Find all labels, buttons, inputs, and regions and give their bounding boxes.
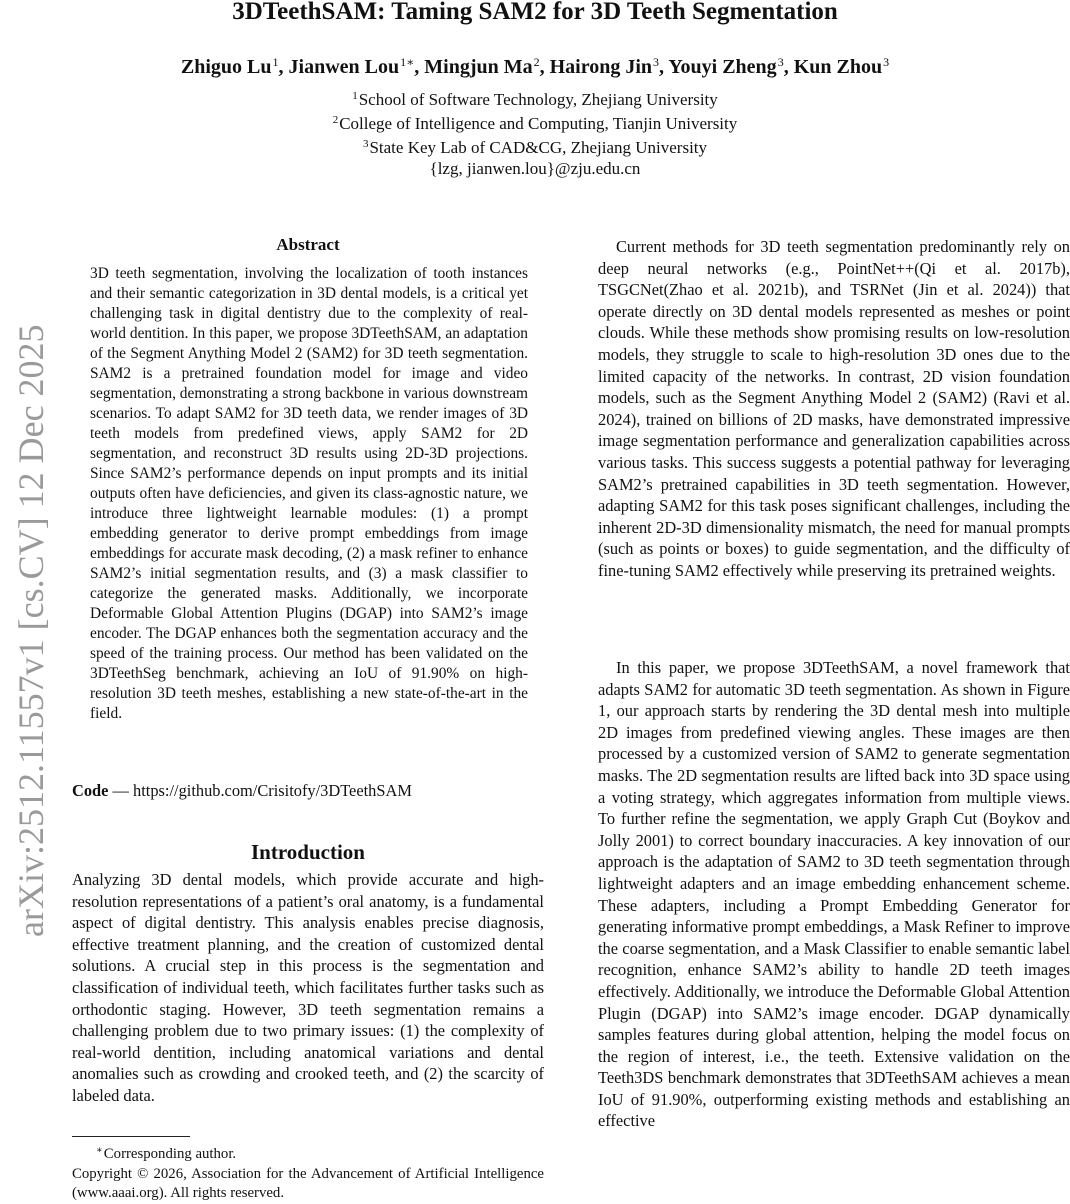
code-label: Code [72, 781, 109, 800]
affiliation: $^2$College of Intelligence and Computing, Tianjin University [332, 114, 738, 133]
corresponding-author-note: ∗Corresponding author. [96, 1145, 237, 1162]
affiliation: $^3$State Key Lab of CAD&CG, Zhejiang University [362, 138, 708, 157]
code-link-line [72, 780, 544, 802]
introduction-paragraph: Analyzing 3D dental models, which provide accurate and high-resolution representations of a patient’s oral anatomy, is a fundamental aspect of digital dentistry. This analysis enables precise diagnosis, effective treatment planning, and the creation of customized dental solutions. A crucial step in this process is the segmentation and classification of individual teeth, which facilitates further tasks such as orthodontic staging. However, 3D teeth segmentation remains a challenging problem due to two primary issues: (1) the complexity of real-world dentition, including anatomical variations and dental anomalies such as crowding and crooked teeth, and (2) the scarcity of labeled data. [72, 870, 544, 1105]
author: Mingjun Ma$^2$ [424, 55, 540, 78]
abstract-text: 3D teeth segmentation, involving the localization of tooth instances and their semantic categorization in 3D dental models, is a critical yet challenging task in digital dentistry due to the complexity of real-world dentition. In this paper, we propose 3DTeethSAM, an adaptation of the Segment Anything Model 2 (SAM2) for 3D teeth segmentation. SAM2 is a pretrained foundation model for image and video segmentation, demonstrating a strong backbone in various downstream scenarios. To adapt SAM2 for 3D teeth data, we render images of 3D teeth models from predefined views, apply SAM2 for 2D segmentation, and reconstruct 3D results using 2D-3D projections. Since SAM2’s performance depends on input prompts and its initial outputs often have deficiencies, and given its class-agnostic nature, we introduce three lightweight learnable modules: (1) a prompt embedding generator to derive prompt embeddings from image embeddings for accurate mask decoding, (2) a mask refiner to enhance SAM2’s initial segmentation results, and (3) a mask classifier to categorize the generated masks. Additionally, we incorporate Deformable Global Attention Plugins (DGAP) into SAM2’s image encoder. The DGAP enhances both the segmentation accuracy and the speed of the training process. Our method has been validated on the 3DTeethSeg benchmark, achieving an IoU of 91.90% on high-resolution 3D teeth meshes, establishing a new state-of-the-art in the field. [90, 265, 528, 722]
author: Youyi Zheng$^3$ [668, 55, 784, 78]
code-url-link[interactable]: https://github.com/Crisitofy/3DTeethSAM [133, 781, 412, 800]
author: Jianwen Lou$^{1∗}$ [288, 55, 415, 78]
footnote-divider [72, 1136, 190, 1137]
author-list: Zhiguo Lu$^1$, Jianwen Lou$^{1∗}$, Mingjun Ma$^2$, Hairong Jin$^3$, Youyi Zheng$^3$, Kun Zhou$^3$ [180, 55, 890, 78]
right-column-paragraph: Current methods for 3D teeth segmentation predominantly rely on deep neural networks (e.g., PointNet++(Qi et al. 2017b), TSGCNet(Zhao et al. 2021b), and TSRNet (Jin et al. 2024)) that operate directly on 3D dental models represented as meshes or point clouds. While these methods show promising results on low-resolution models, they struggle to scale to high-resolution 3D ones due to the limited capacity of the networks. In contrast, 2D vision foundation models, such as the Segment Anything Model 2 (SAM2) (Ravi et al. 2024), trained on billions of 2D masks, have demonstrated impressive image segmentation performance and generalization capabilities across various tasks. This success suggests a potential pathway for leveraging SAM2’s pretrained capabilities in 3D teeth segmentation. However, adapting SAM2 for this task poses significant challenges, including the inherent 2D-3D dimensionality mismatch, the need for manual prompts (such as points or boxes) to guide segmentation, and the difficulty of fine-tuning SAM2 effectively while preserving its pretrained weights. [598, 237, 1070, 580]
abstract-heading: Abstract [276, 235, 340, 254]
author: Kun Zhou$^3$ [793, 55, 890, 78]
paper-title: 3DTeethSAM: Taming SAM2 for 3D Teeth Segmentation [232, 0, 838, 25]
author: Zhiguo Lu$^1$ [180, 55, 279, 78]
code-separator: — [108, 781, 134, 800]
author: Hairong Jin$^3$ [549, 55, 660, 78]
arxiv-identifier: arXiv:2512.11557v1 [cs.CV] 12 Dec 2025 [11, 324, 51, 937]
copyright-note: Copyright © 2026, Association for the Advancement of Artificial Intelligence (www.aaai.org). All rights reserved. [72, 1165, 544, 1201]
introduction-heading: Introduction [251, 840, 365, 864]
email-line: {lzg, jianwen.lou}@zju.edu.cn [429, 159, 641, 178]
affiliation: $^1$School of Software Technology, Zhejiang University [352, 90, 718, 109]
affiliations [0, 86, 1070, 179]
right-column-paragraph: In this paper, we propose 3DTeethSAM, a novel framework that adapts SAM2 for automatic 3D teeth segmentation. As shown in Figure 1, our approach starts by rendering the 3D dental mesh into multiple 2D images from predefined viewing angles. These images are then processed by a customized version of SAM2 to generate segmentation masks. The 2D segmentation results are lifted back into 3D space using a voting strategy, which aggregates information from multiple views. To further refine the segmentation, we apply Graph Cut (Boykov and Jolly 2001) to correct boundary inaccuracies. A key innovation of our approach is the adaptation of SAM2 to 3D teeth segmentation through lightweight adapters and an image embedding enhancement scheme. These adapters, including a Prompt Embedding Generator for generating informative prompt embeddings, a Mask Refiner to improve the coarse segmentation, and a Mask Classifier to enable semantic label recognition, enhance SAM2’s ability to handle 2D teeth images effectively. Additionally, we introduce the Deformable Global Attention Plugin (DGAP) into SAM2’s image encoder. DGAP dynamically samples features during global attention, helping the model focus on the region of interest, i.e., the teeth. Extensive validation on the Teeth3DS benchmark demonstrates that 3DTeethSAM achieves a mean IoU of 91.90%, outperforming existing methods and establishing an effective [598, 658, 1070, 1131]
footnote [72, 1141, 544, 1204]
